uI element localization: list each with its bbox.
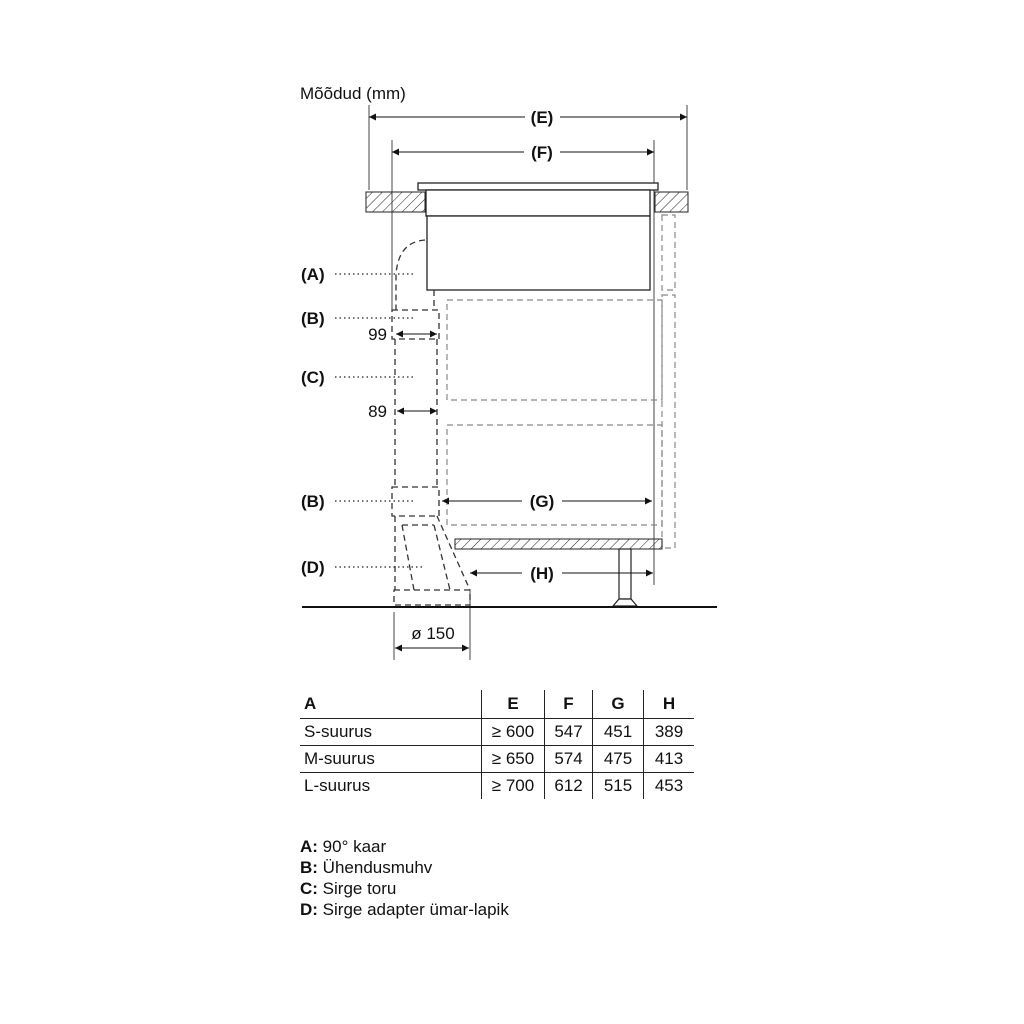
callout-d: (D) bbox=[301, 558, 325, 577]
svg-text:99: 99 bbox=[368, 325, 387, 344]
svg-text:(H): (H) bbox=[530, 564, 554, 583]
dimensions-table bbox=[300, 690, 694, 799]
dimension-89 bbox=[368, 402, 437, 421]
callout-a: (A) bbox=[301, 265, 325, 284]
svg-text:ø 150: ø 150 bbox=[411, 624, 455, 643]
svg-text:(F): (F) bbox=[531, 143, 553, 162]
worktop-left bbox=[366, 192, 425, 212]
callout-c: (C) bbox=[301, 368, 325, 387]
legend-item: C: Sirge toru bbox=[300, 879, 397, 898]
adapter-d bbox=[395, 516, 470, 590]
worktop-right bbox=[655, 192, 688, 212]
legend-item: B: Ühendusmuhv bbox=[300, 858, 433, 877]
legend-item: A: 90° kaar bbox=[300, 837, 387, 856]
callout-b1: (B) bbox=[301, 309, 325, 328]
ducting bbox=[392, 240, 470, 605]
connector-b1 bbox=[392, 310, 439, 339]
dimension-diameter bbox=[395, 624, 469, 648]
dimension-f bbox=[392, 143, 654, 162]
table-row: L-suurus ≥ 700 612 515 453 bbox=[300, 773, 694, 800]
table-row: M-suurus ≥ 650 574 475 413 bbox=[300, 746, 694, 773]
svg-text:(G): (G) bbox=[529, 492, 555, 511]
legend-item: D: Sirge adapter ümar-lapik bbox=[300, 900, 509, 919]
diagram-title: Mõõdud (mm) bbox=[300, 84, 406, 103]
callout-b2: (B) bbox=[301, 492, 325, 511]
table-header: A E F G H bbox=[300, 690, 694, 719]
dimension-e bbox=[369, 108, 687, 127]
svg-text:89: 89 bbox=[368, 402, 387, 421]
cabinet-base bbox=[455, 539, 662, 549]
legend bbox=[300, 836, 509, 920]
elbow-a bbox=[396, 240, 425, 310]
cabinet-leg bbox=[613, 549, 637, 606]
dimension-99 bbox=[368, 325, 437, 344]
cooktop bbox=[418, 183, 658, 290]
table-row: S-suurus ≥ 600 547 451 389 bbox=[300, 719, 694, 746]
dimension-g bbox=[442, 492, 652, 511]
svg-text:(E): (E) bbox=[530, 108, 554, 127]
